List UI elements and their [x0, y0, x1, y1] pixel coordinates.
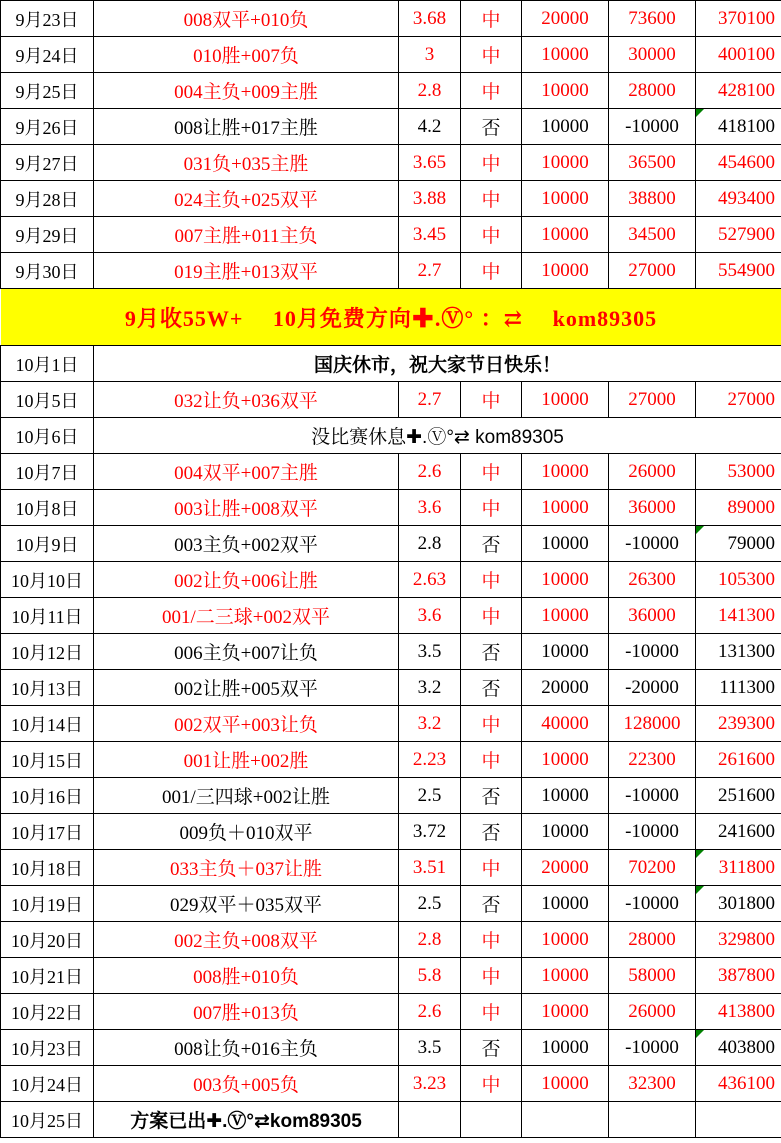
date-cell: 10月7日 [1, 454, 94, 490]
date-cell: 10月5日 [1, 382, 94, 418]
profit-cell: 22300 [609, 742, 696, 778]
table-row [1, 490, 781, 526]
plan-cell: 002让负+006让胜 [94, 562, 399, 598]
date-cell: 10月10日 [1, 562, 94, 598]
result-cell: 中 [461, 73, 522, 109]
total-cell: 527900 [696, 217, 781, 253]
odds-cell: 2.23 [399, 742, 461, 778]
date-cell: 10月8日 [1, 490, 94, 526]
plan-cell: 001让胜+002胜 [94, 742, 399, 778]
table-row [1, 958, 781, 994]
odds-cell: 3.5 [399, 634, 461, 670]
stake-cell: 10000 [522, 145, 609, 181]
result-cell: 中 [461, 922, 522, 958]
table-row [1, 706, 781, 742]
table-row [1, 181, 781, 217]
table-row [1, 418, 781, 454]
stake-cell: 40000 [522, 706, 609, 742]
plan-cell: 031负+035主胜 [94, 145, 399, 181]
total-cell: 251600 [696, 778, 781, 814]
stake-cell: 10000 [522, 598, 609, 634]
total-cell: 400100 [696, 37, 781, 73]
odds-cell: 3 [399, 37, 461, 73]
table-row [1, 73, 781, 109]
odds-cell: 2.6 [399, 994, 461, 1030]
plan-cell: 002双平+003让负 [94, 706, 399, 742]
result-cell: 中 [461, 37, 522, 73]
total-cell: 311800 [696, 850, 781, 886]
result-cell: 中 [461, 850, 522, 886]
total-cell: 403800 [696, 1030, 781, 1066]
odds-cell: 2.63 [399, 562, 461, 598]
odds-cell: 3.6 [399, 598, 461, 634]
date-cell: 10月14日 [1, 706, 94, 742]
plan-cell: 003负+005负 [94, 1066, 399, 1102]
plan-cell: 019主胜+013双平 [94, 253, 399, 289]
total-cell: 554900 [696, 253, 781, 289]
date-cell: 10月15日 [1, 742, 94, 778]
odds-cell: 2.5 [399, 778, 461, 814]
plan-cell: 004双平+007主胜 [94, 454, 399, 490]
profit-cell: 30000 [609, 37, 696, 73]
stake-cell: 10000 [522, 253, 609, 289]
profit-cell: -10000 [609, 109, 696, 145]
table-row [1, 922, 781, 958]
profit-cell: 26000 [609, 994, 696, 1030]
error-triangle-icon [696, 850, 704, 858]
empty-cell [696, 1102, 781, 1138]
plan-cell: 008让负+016主负 [94, 1030, 399, 1066]
plan-cell: 004主负+009主胜 [94, 73, 399, 109]
footer-text-cell: 方案已出✚.Ⓥ°⇄kom89305 [94, 1102, 399, 1138]
odds-cell: 2.7 [399, 253, 461, 289]
error-triangle-icon [696, 886, 704, 894]
plan-cell: 001/二三球+002双平 [94, 598, 399, 634]
profit-cell: 27000 [609, 382, 696, 418]
odds-cell: 2.5 [399, 886, 461, 922]
date-cell: 10月6日 [1, 418, 94, 454]
table-row [1, 253, 781, 289]
total-cell: 141300 [696, 598, 781, 634]
profit-cell: 28000 [609, 73, 696, 109]
empty-cell [522, 1102, 609, 1138]
profit-cell: 28000 [609, 922, 696, 958]
total-cell: 301800 [696, 886, 781, 922]
stake-cell: 10000 [522, 217, 609, 253]
profit-cell: -20000 [609, 670, 696, 706]
table-row [1, 454, 781, 490]
odds-cell: 3.65 [399, 145, 461, 181]
date-cell: 10月20日 [1, 922, 94, 958]
table-row [1, 1102, 781, 1138]
total-cell: 329800 [696, 922, 781, 958]
notice-cell: 没比赛休息✚.Ⓥ°⇄ kom89305 [94, 418, 781, 454]
odds-cell: 2.7 [399, 382, 461, 418]
profit-cell: 36000 [609, 598, 696, 634]
date-cell: 10月9日 [1, 526, 94, 562]
result-cell: 否 [461, 526, 522, 562]
plan-cell: 032让负+036双平 [94, 382, 399, 418]
result-cell: 中 [461, 490, 522, 526]
date-cell: 10月22日 [1, 994, 94, 1030]
total-cell: 241600 [696, 814, 781, 850]
notice-cell: 国庆休市，祝大家节日快乐！ [94, 346, 781, 382]
table-row [1, 1066, 781, 1102]
profit-cell: 34500 [609, 217, 696, 253]
result-cell: 否 [461, 109, 522, 145]
result-cell: 中 [461, 181, 522, 217]
profit-cell: -10000 [609, 1030, 696, 1066]
profit-cell: 128000 [609, 706, 696, 742]
date-cell: 10月18日 [1, 850, 94, 886]
stake-cell: 10000 [522, 778, 609, 814]
table-row [1, 994, 781, 1030]
total-cell: 89000 [696, 490, 781, 526]
result-cell: 中 [461, 253, 522, 289]
total-cell: 53000 [696, 454, 781, 490]
plan-cell: 003主负+002双平 [94, 526, 399, 562]
table-row [1, 778, 781, 814]
error-triangle-icon [696, 526, 704, 534]
results-table-body [1, 1, 781, 1138]
date-cell: 10月11日 [1, 598, 94, 634]
total-cell: 413800 [696, 994, 781, 1030]
plan-cell: 002让胜+005双平 [94, 670, 399, 706]
stake-cell: 10000 [522, 73, 609, 109]
plan-cell: 029双平＋035双平 [94, 886, 399, 922]
plan-cell: 007主胜+011主负 [94, 217, 399, 253]
table-row [1, 670, 781, 706]
date-cell: 10月16日 [1, 778, 94, 814]
table-row [1, 886, 781, 922]
table-row [1, 109, 781, 145]
table-row [1, 1030, 781, 1066]
date-cell: 9月26日 [1, 109, 94, 145]
profit-cell: 58000 [609, 958, 696, 994]
odds-cell: 3.68 [399, 1, 461, 37]
result-cell: 中 [461, 217, 522, 253]
odds-cell: 2.8 [399, 922, 461, 958]
table-row [1, 346, 781, 382]
profit-cell: -10000 [609, 886, 696, 922]
profit-cell: 26000 [609, 454, 696, 490]
total-cell: 436100 [696, 1066, 781, 1102]
plan-cell: 007胜+013负 [94, 994, 399, 1030]
table-row [1, 814, 781, 850]
result-cell: 中 [461, 454, 522, 490]
table-row [1, 598, 781, 634]
date-cell: 10月19日 [1, 886, 94, 922]
date-cell: 9月24日 [1, 37, 94, 73]
error-triangle-icon [696, 1030, 704, 1038]
stake-cell: 10000 [522, 814, 609, 850]
stake-cell: 20000 [522, 670, 609, 706]
result-cell: 否 [461, 814, 522, 850]
odds-cell: 2.8 [399, 526, 461, 562]
date-cell: 9月28日 [1, 181, 94, 217]
profit-cell: 36000 [609, 490, 696, 526]
stake-cell: 10000 [522, 958, 609, 994]
stake-cell: 10000 [522, 454, 609, 490]
result-cell: 中 [461, 1066, 522, 1102]
odds-cell: 5.8 [399, 958, 461, 994]
stake-cell: 10000 [522, 1030, 609, 1066]
odds-cell: 4.2 [399, 109, 461, 145]
profit-cell: 70200 [609, 850, 696, 886]
result-cell: 中 [461, 742, 522, 778]
table-row [1, 1, 781, 37]
result-cell: 否 [461, 778, 522, 814]
plan-cell: 024主负+025双平 [94, 181, 399, 217]
profit-cell: 73600 [609, 1, 696, 37]
total-cell: 418100 [696, 109, 781, 145]
plan-cell: 008胜+010负 [94, 958, 399, 994]
profit-cell: 36500 [609, 145, 696, 181]
odds-cell: 3.5 [399, 1030, 461, 1066]
empty-cell [399, 1102, 461, 1138]
total-cell: 27000 [696, 382, 781, 418]
odds-cell: 3.88 [399, 181, 461, 217]
plan-cell: 033主负＋037让胜 [94, 850, 399, 886]
total-cell: 493400 [696, 181, 781, 217]
stake-cell: 10000 [522, 742, 609, 778]
table-row [1, 562, 781, 598]
odds-cell: 3.2 [399, 670, 461, 706]
odds-cell: 3.45 [399, 217, 461, 253]
plan-cell: 008双平+010负 [94, 1, 399, 37]
plan-cell: 008让胜+017主胜 [94, 109, 399, 145]
result-cell: 中 [461, 958, 522, 994]
empty-cell [461, 1102, 522, 1138]
table-row [1, 526, 781, 562]
total-cell: 428100 [696, 73, 781, 109]
odds-cell: 3.51 [399, 850, 461, 886]
date-cell: 10月1日 [1, 346, 94, 382]
result-cell: 中 [461, 562, 522, 598]
date-cell: 10月12日 [1, 634, 94, 670]
plan-cell: 001/三四球+002让胜 [94, 778, 399, 814]
result-cell: 中 [461, 1, 522, 37]
date-cell: 10月25日 [1, 1102, 94, 1138]
promo-banner: 9月收55W+ 10月免费方向✚.Ⓥ° ：⇄ kom89305 [1, 289, 781, 346]
table-row [1, 850, 781, 886]
result-cell: 中 [461, 706, 522, 742]
odds-cell: 3.6 [399, 490, 461, 526]
date-cell: 10月24日 [1, 1066, 94, 1102]
plan-cell: 002主负+008双平 [94, 922, 399, 958]
stake-cell: 10000 [522, 490, 609, 526]
profit-cell: 38800 [609, 181, 696, 217]
date-cell: 9月25日 [1, 73, 94, 109]
date-cell: 9月23日 [1, 1, 94, 37]
error-triangle-icon [696, 109, 704, 117]
profit-cell: -10000 [609, 526, 696, 562]
table-row [1, 145, 781, 181]
stake-cell: 10000 [522, 37, 609, 73]
date-cell: 10月13日 [1, 670, 94, 706]
stake-cell: 10000 [522, 994, 609, 1030]
total-cell: 370100 [696, 1, 781, 37]
result-cell: 否 [461, 670, 522, 706]
date-cell: 9月30日 [1, 253, 94, 289]
total-cell: 239300 [696, 706, 781, 742]
profit-cell: -10000 [609, 778, 696, 814]
plan-cell: 003让胜+008双平 [94, 490, 399, 526]
total-cell: 454600 [696, 145, 781, 181]
plan-cell: 010胜+007负 [94, 37, 399, 73]
total-cell: 261600 [696, 742, 781, 778]
table-row [1, 382, 781, 418]
table-row [1, 217, 781, 253]
stake-cell: 10000 [522, 181, 609, 217]
odds-cell: 3.72 [399, 814, 461, 850]
date-cell: 9月27日 [1, 145, 94, 181]
profit-cell: 32300 [609, 1066, 696, 1102]
date-cell: 9月29日 [1, 217, 94, 253]
result-cell: 否 [461, 1030, 522, 1066]
plan-cell: 006主负+007让负 [94, 634, 399, 670]
result-cell: 中 [461, 598, 522, 634]
empty-cell [609, 1102, 696, 1138]
total-cell: 105300 [696, 562, 781, 598]
odds-cell: 2.8 [399, 73, 461, 109]
total-cell: 387800 [696, 958, 781, 994]
table-row [1, 742, 781, 778]
stake-cell: 10000 [522, 1066, 609, 1102]
stake-cell: 10000 [522, 382, 609, 418]
profit-cell: 27000 [609, 253, 696, 289]
odds-cell: 3.2 [399, 706, 461, 742]
date-cell: 10月23日 [1, 1030, 94, 1066]
profit-cell: -10000 [609, 814, 696, 850]
result-cell: 否 [461, 886, 522, 922]
stake-cell: 10000 [522, 109, 609, 145]
table-row [1, 37, 781, 73]
date-cell: 10月21日 [1, 958, 94, 994]
stake-cell: 20000 [522, 1, 609, 37]
odds-cell: 3.23 [399, 1066, 461, 1102]
stake-cell: 10000 [522, 634, 609, 670]
result-cell: 中 [461, 382, 522, 418]
stake-cell: 20000 [522, 850, 609, 886]
stake-cell: 10000 [522, 562, 609, 598]
result-cell: 否 [461, 634, 522, 670]
table-row [1, 289, 781, 346]
total-cell: 111300 [696, 670, 781, 706]
stake-cell: 10000 [522, 922, 609, 958]
table-row [1, 634, 781, 670]
odds-cell: 2.6 [399, 454, 461, 490]
stake-cell: 10000 [522, 886, 609, 922]
stake-cell: 10000 [522, 526, 609, 562]
date-cell: 10月17日 [1, 814, 94, 850]
result-cell: 中 [461, 145, 522, 181]
profit-cell: 26300 [609, 562, 696, 598]
plan-cell: 009负＋010双平 [94, 814, 399, 850]
total-cell: 79000 [696, 526, 781, 562]
profit-cell: -10000 [609, 634, 696, 670]
result-cell: 中 [461, 994, 522, 1030]
total-cell: 131300 [696, 634, 781, 670]
